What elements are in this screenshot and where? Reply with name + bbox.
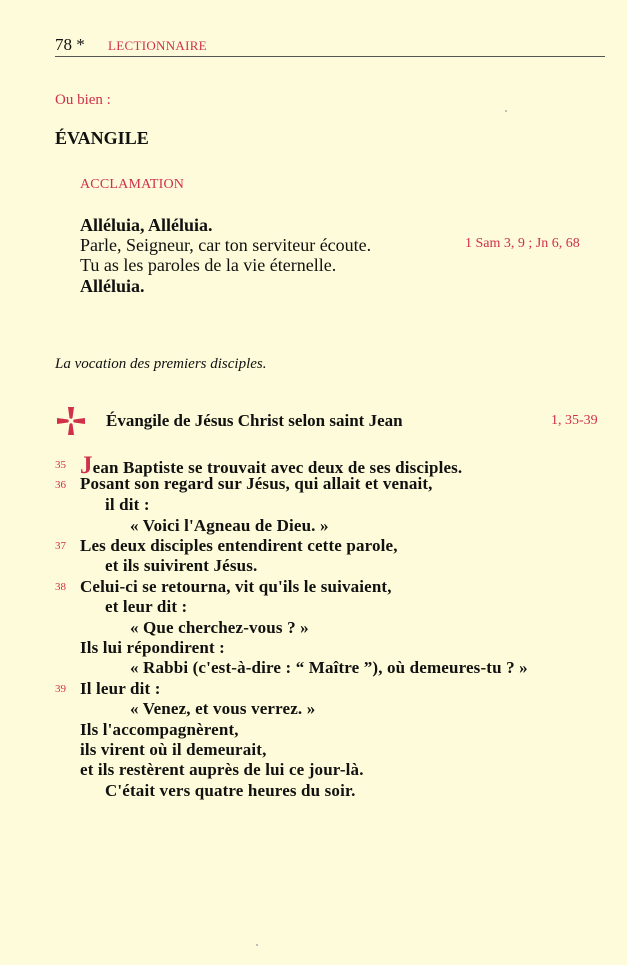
- reading-line: et ils suivirent Jésus.: [105, 556, 258, 575]
- paper-speck: [256, 944, 258, 946]
- reading-line: C'était vers quatre heures du soir.: [105, 781, 356, 800]
- gospel-title: Évangile de Jésus Christ selon saint Jean: [106, 411, 403, 430]
- reading-line: « Que cherchez-vous ? »: [130, 618, 309, 637]
- reading-line: il dit :: [105, 495, 150, 514]
- reading-line: Ils lui répondirent :: [80, 638, 225, 657]
- alternative-note: Ou bien :: [55, 92, 111, 108]
- acclamation-line: Parle, Seigneur, car ton serviteur écoute.: [80, 235, 372, 255]
- jerusalem-cross-icon: [55, 405, 87, 437]
- header-rule: [55, 56, 605, 57]
- reading-line: « Rabbi (c'est-à-dire : “ Maître ”), où demeures-tu ? »: [130, 658, 528, 677]
- reading-line: Celui-ci se retourna, vit qu'ils le suivaient,: [80, 577, 392, 596]
- reading-line: Il leur dit :: [80, 679, 161, 698]
- reading-line: « Voici l'Agneau de Dieu. »: [130, 516, 329, 535]
- page-number: 78 *: [55, 35, 85, 54]
- reading-line: « Venez, et vous verrez. »: [130, 699, 316, 718]
- acclamation-reference: 1 Sam 3, 9 ; Jn 6, 68: [465, 236, 580, 251]
- acclamation-label: ACCLAMATION: [80, 177, 185, 192]
- verse-number: 39: [55, 683, 66, 695]
- reading-subtitle: La vocation des premiers disciples.: [55, 356, 267, 372]
- acclamation-line: Alléluia, Alléluia.: [80, 215, 213, 235]
- acclamation-line: Tu as les paroles de la vie éternelle.: [80, 255, 337, 275]
- paper-speck: [505, 110, 507, 112]
- reading-line: Posant son regard sur Jésus, qui allait et venait,: [80, 474, 433, 493]
- dropcap: J: [80, 452, 93, 479]
- acclamation-line: Alléluia.: [80, 276, 145, 296]
- reading-line: Les deux disciples entendirent cette parole,: [80, 536, 398, 555]
- gospel-reference: 1, 35-39: [551, 413, 598, 428]
- section-heading: ÉVANGILE: [55, 128, 149, 148]
- verse-number: 36: [55, 479, 66, 491]
- verse-number: 37: [55, 540, 66, 552]
- reading-line: ils virent où il demeurait,: [80, 740, 267, 759]
- reading-line-text: ean Baptiste se trouvait avec deux de ses disciples.: [92, 458, 463, 477]
- reading-line: et ils restèrent auprès de lui ce jour-là.: [80, 760, 364, 779]
- running-title: LECTIONNAIRE: [108, 38, 207, 53]
- verse-number: 38: [55, 581, 66, 593]
- reading-line: et leur dit :: [105, 597, 188, 616]
- reading-line: Ils l'accompagnèrent,: [80, 720, 239, 739]
- verse-number: 35: [55, 459, 66, 471]
